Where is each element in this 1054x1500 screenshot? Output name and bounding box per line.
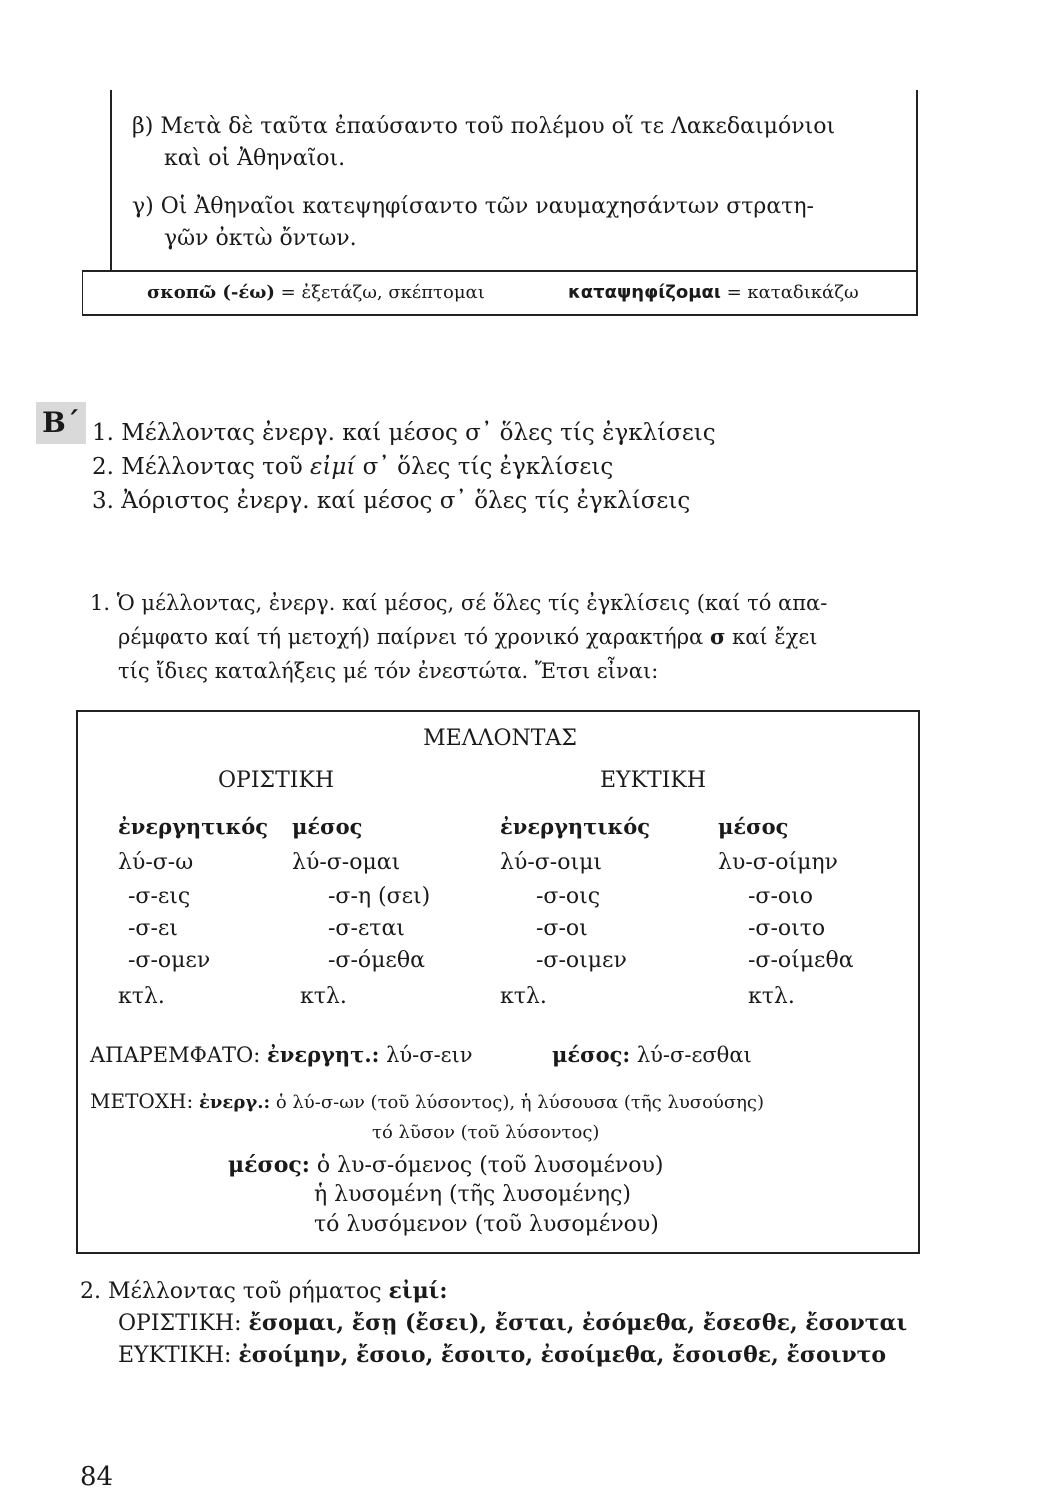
item-text-emphasis: εἰμί xyxy=(310,454,356,480)
header-indicative-middle: μέσος xyxy=(292,814,363,839)
infinitive-middle-label: μέσος: xyxy=(552,1042,631,1067)
vocab-term-2: καταψηφίζομαι xyxy=(568,282,721,303)
participle-active-label: ἐνεργ.: xyxy=(198,1092,271,1113)
header-optative-active: ἐνεργητικός xyxy=(500,814,651,839)
page-number: 84 xyxy=(80,1462,114,1492)
explanation-line-2 xyxy=(118,622,817,652)
explanation-line-3: τίς ἴδιες καταλήξεις μέ τόν ἐνεστώτα. Ἔτσι εἶναι: xyxy=(118,659,659,683)
gamma-text-1: Οἱ Ἀθηναῖοι κατεψηφίσαντο τῶν ναυμαχησάντων στρατη- xyxy=(160,194,814,219)
infinitive-active-label: ἐνεργητ.: xyxy=(266,1042,380,1067)
eimi-heading-verb: εἰμί: xyxy=(388,1278,448,1304)
participle-middle-line-1 xyxy=(228,1150,663,1181)
vocab-entry-2 xyxy=(568,281,859,305)
row-3-col-2: -σ-εται xyxy=(328,916,405,941)
row-2-col-1: -σ-εις xyxy=(128,884,191,909)
eimi-indicative-forms: ἔσομαι, ἔσῃ (ἔσει), ἔσται, ἐσόμεθα, ἔσεσθε, ἔσονται xyxy=(248,1310,908,1336)
beta-line-2: καὶ οἱ Ἀθηναῖοι. xyxy=(164,146,346,171)
participle-middle-label: μέσος: xyxy=(228,1152,310,1178)
beta-text-1: Μετὰ δὲ ταῦτα ἐπαύσαντο τοῦ πολέμου οἵ τε Λακεδαιμόνιοι xyxy=(160,114,836,139)
item-text-post: σ᾽ ὅλες τίς ἐγκλίσεις xyxy=(355,454,614,480)
row-3-col-4: -σ-οιτο xyxy=(748,916,826,941)
vocab-term-1: σκοπῶ (-έω) xyxy=(147,282,275,303)
participle-active-line-2: τό λῦσον (τοῦ λύσοντος) xyxy=(372,1122,600,1143)
row-1-col-2: λύ-σ-ομαι xyxy=(292,850,401,875)
row-4-col-2: -σ-όμεθα xyxy=(328,948,425,973)
row-4-col-1: -σ-ομεν xyxy=(128,948,211,973)
top-box-left-border xyxy=(110,90,112,270)
row-1-col-3: λύ-σ-οιμι xyxy=(500,850,602,875)
row-2-col-2: -σ-η (σει) xyxy=(328,884,431,909)
row-5-col-4: κτλ. xyxy=(748,984,795,1009)
eimi-optative-label: ΕΥΚΤΙΚΗ: xyxy=(118,1343,232,1368)
item-number: 3. xyxy=(92,488,114,514)
eimi-heading-text: 2. Μέλλοντας τοῦ ρήματος xyxy=(80,1279,382,1304)
participle-middle-form-1: ὁ λυ-σ-όμενος (τοῦ λυσομένου) xyxy=(316,1153,664,1178)
section-b-item-1 xyxy=(92,418,716,448)
eimi-heading xyxy=(80,1276,447,1307)
infinitive-middle-form: λύ-σ-εσθαι xyxy=(636,1043,752,1067)
row-5-col-3: κτλ. xyxy=(500,984,547,1009)
vocab-entry-1 xyxy=(147,281,485,305)
header-indicative-active: ἐνεργητικός xyxy=(118,814,269,839)
item-number: 2. xyxy=(92,454,114,480)
infinitive-middle xyxy=(552,1040,752,1070)
sigma-character: σ xyxy=(709,624,726,649)
infinitive-active-form: λύ-σ-ειν xyxy=(386,1043,473,1067)
beta-label: β) xyxy=(132,114,154,139)
row-1-col-1: λύ-σ-ω xyxy=(118,850,194,875)
vocab-def-2: = καταδικάζω xyxy=(726,282,859,303)
eimi-optative-line xyxy=(118,1340,886,1371)
row-2-col-3: -σ-οις xyxy=(536,884,601,909)
row-3-col-1: -σ-ει xyxy=(128,916,178,941)
optative-label: ΕΥΚΤΙΚΗ xyxy=(600,768,707,793)
header-optative-middle: μέσος xyxy=(718,814,789,839)
beta-line-1 xyxy=(132,112,835,142)
participle-active-line-1 xyxy=(90,1086,764,1118)
row-5-col-2: κτλ. xyxy=(300,984,347,1009)
row-1-col-4: λυ-σ-οίμην xyxy=(718,850,838,875)
participle-active-form-1: ὁ λύ-σ-ων (τοῦ λύσοντος), ἡ λύσουσα (τῆς λυσούσης) xyxy=(275,1092,765,1113)
infinitive-label: ΑΠΑΡΕΜΦΑΤΟ: xyxy=(90,1043,261,1067)
future-tense-title: ΜΕΛΛΟΝΤΑΣ xyxy=(423,726,577,751)
infinitive-line xyxy=(90,1040,473,1070)
section-marker-b: Β΄ xyxy=(36,402,86,444)
explanation-line-2-post: καί ἔχει xyxy=(732,625,818,649)
gamma-line-1 xyxy=(132,192,814,222)
vocabulary-box xyxy=(82,270,918,316)
eimi-indicative-line xyxy=(118,1308,907,1339)
eimi-indicative-label: ΟΡΙΣΤΙΚΗ: xyxy=(118,1311,242,1336)
row-3-col-3: -σ-οι xyxy=(536,916,588,941)
vocab-def-1: = ἐξετάζω, σκέπτομαι xyxy=(280,282,485,303)
explanation-line-1: 1. Ὁ μέλλοντας, ἐνεργ. καί μέσος, σέ ὅλες τίς ἐγκλίσεις (καί τό απα- xyxy=(90,591,828,615)
item-text: Μέλλοντας ἐνεργ. καί μέσος σ᾽ ὅλες τίς ἐγκλίσεις xyxy=(121,420,716,446)
item-number: 1. xyxy=(92,420,114,446)
row-2-col-4: -σ-οιο xyxy=(748,884,814,909)
participle-middle-line-3: τό λυσόμενον (τοῦ λυσομένου) xyxy=(314,1212,659,1237)
indicative-label: ΟΡΙΣΤΙΚΗ xyxy=(218,768,335,793)
row-4-col-4: -σ-οίμεθα xyxy=(748,948,854,973)
row-4-col-3: -σ-οιμεν xyxy=(536,948,627,973)
gamma-label: γ) xyxy=(132,194,154,219)
gamma-line-2: γῶν ὀκτὼ ὄντων. xyxy=(164,226,357,251)
participle-label: ΜΕΤΟΧΗ: xyxy=(90,1089,194,1113)
participle-middle-line-2: ἡ λυσομένη (τῆς λυσομένης) xyxy=(314,1182,631,1207)
section-b-item-3 xyxy=(92,486,690,516)
item-text: Ἀόριστος ἐνεργ. καί μέσος σ᾽ ὅλες τίς ἐγκλίσεις xyxy=(121,488,691,514)
row-5-col-1: κτλ. xyxy=(118,984,165,1009)
explanation-line-2-pre: ρέμφατο καί τή μετοχή) παίρνει τό χρονικό χαρακτήρα xyxy=(118,625,704,649)
top-box-right-border xyxy=(916,90,918,270)
section-b-item-2 xyxy=(92,452,613,482)
item-text-pre: Μέλλοντας τοῦ xyxy=(121,454,311,480)
eimi-optative-forms: ἐσοίμην, ἔσοιο, ἔσοιτο, ἐσοίμεθα, ἔσοισθε, ἔσοιντο xyxy=(238,1342,887,1368)
